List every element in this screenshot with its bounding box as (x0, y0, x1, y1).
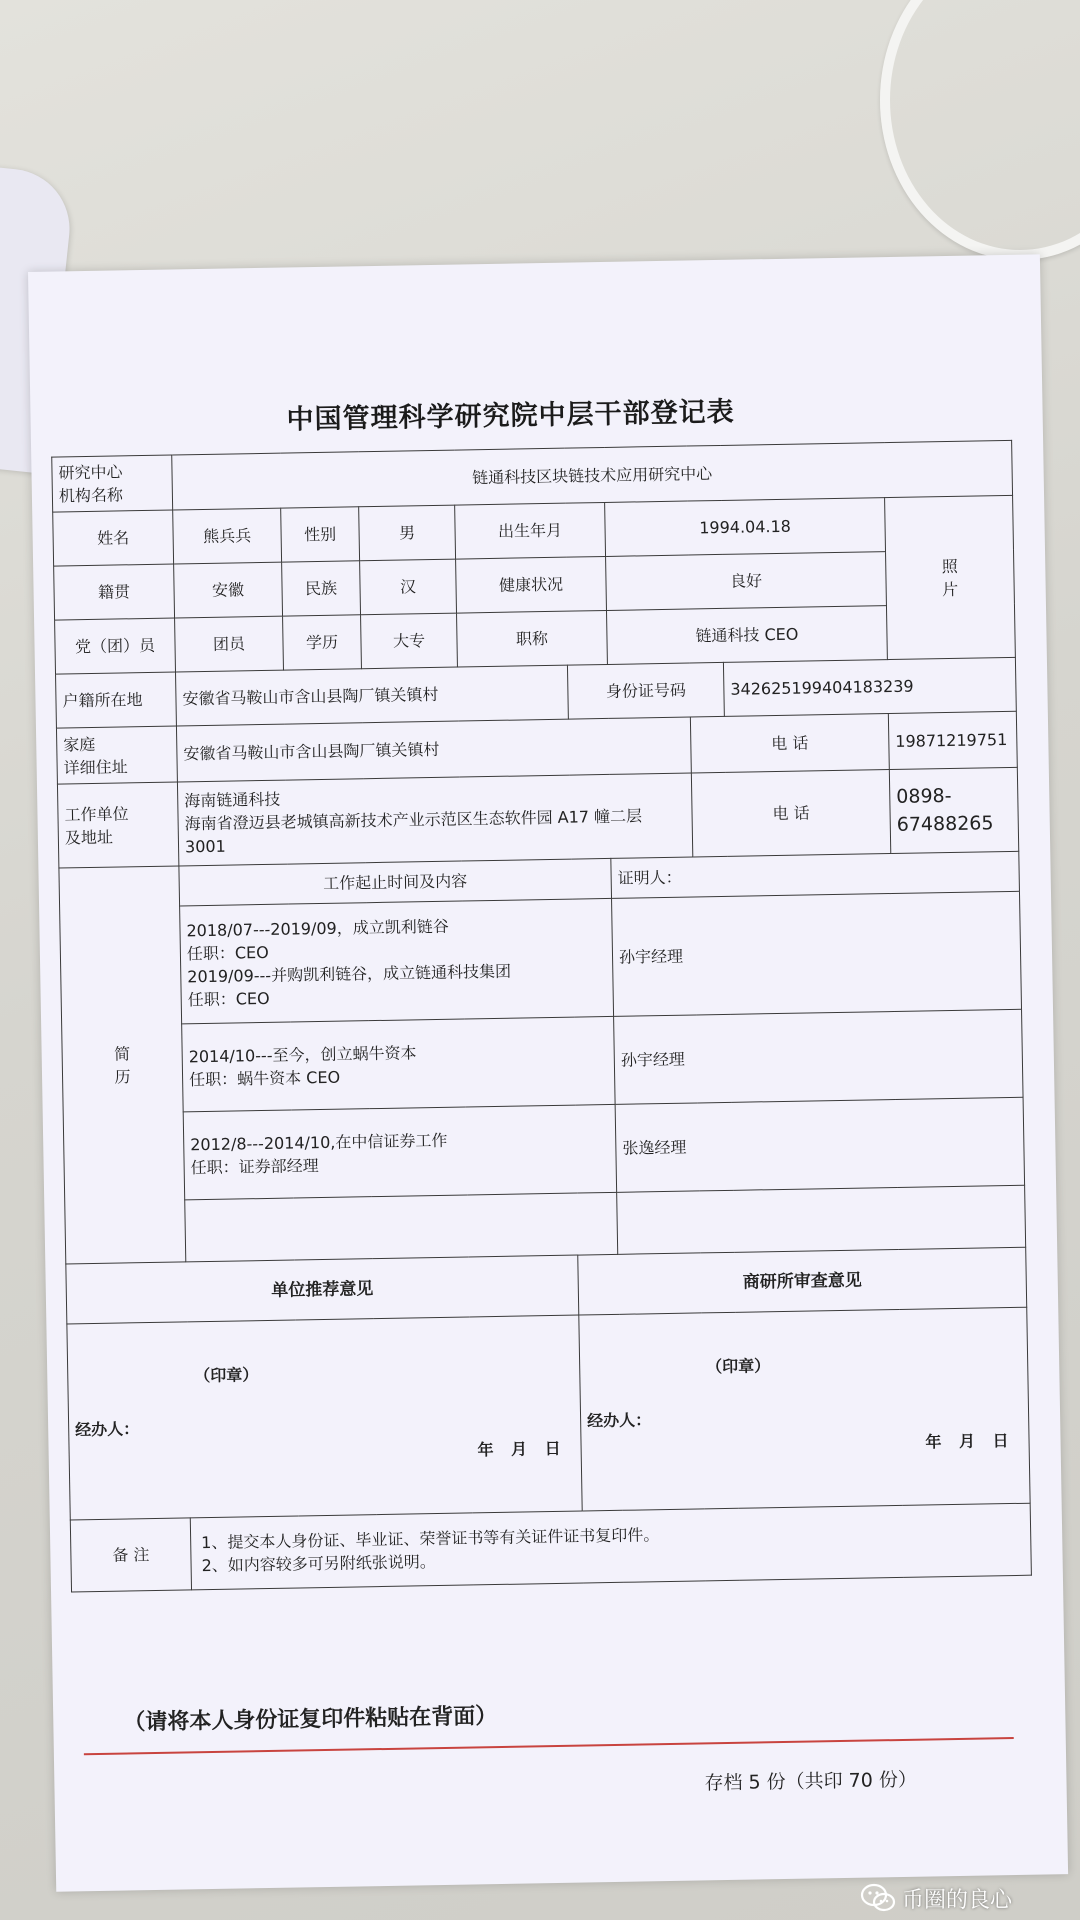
job-title-label: 职称 (457, 611, 608, 668)
health-value: 良好 (606, 552, 887, 611)
work-unit-label: 工作单位 及地址 (57, 782, 178, 868)
job-title-value: 链通科技 CEO (607, 606, 888, 665)
registration-table (51, 440, 1032, 1593)
unit-recommendation-header: 单位推荐意见 (66, 1255, 579, 1324)
native-place-value: 安徽 (174, 562, 283, 618)
id-number-value: 342625199404183239 (723, 658, 1016, 717)
unit-handler: 经办人： (75, 1418, 140, 1439)
red-divider (84, 1737, 1014, 1755)
home-address-value: 安徽省马鞍山市含山县陶厂镇关镇村 (176, 717, 691, 782)
registration-form-page (28, 254, 1068, 1891)
archive-count: 存档 5 份（共印 70 份） (704, 1768, 918, 1795)
resume-entry-content: 2014/10---至今，创立蜗牛资本 任职：蜗牛资本 CEO (182, 1017, 615, 1113)
work-phone-label: 电 话 (691, 770, 890, 857)
resume-entry-content: 2018/07---2019/09，成立凯利链谷 任职：CEO 2019/09---并购凯利链谷，成立链通科技集团 任职：CEO (180, 899, 614, 1025)
home-address-label: 家庭 详细住址 (56, 726, 177, 784)
remarks-content: 1、提交本人身份证、毕业证、荣誉证书等有关证件证书复印件。 2、如内容较多可另附纸张说明。 (190, 1504, 1031, 1591)
resume-entry-content: 2012/8---2014/10,在中信证券工作 任职：证券部经理 (183, 1105, 616, 1201)
review-seal: （印章） (706, 1356, 771, 1377)
institution-value: 链通科技区块链技术应用研究中心 (172, 440, 1013, 510)
unit-recommendation-box (67, 1315, 582, 1520)
birth-label: 出生年月 (455, 503, 606, 560)
opinion-body-row (67, 1308, 1030, 1521)
work-phone-value: 0898-67488265 (889, 768, 1018, 854)
watermark-text: 币圈的良心 (902, 1887, 1013, 1913)
ethnic-value: 汉 (360, 559, 457, 615)
resume-content-header: 工作起止时间及内容 (179, 859, 612, 907)
review-opinion-header: 商研所审查意见 (578, 1248, 1027, 1316)
education-value: 大专 (361, 613, 458, 669)
resume-entry-witness: 孙宇经理 (614, 1010, 1024, 1105)
resume-entry-witness: 孙宇经理 (612, 892, 1022, 1017)
hukou-label: 户籍所在地 (56, 672, 177, 728)
wechat-icon (860, 1883, 896, 1913)
photo-box: 照 片 (885, 496, 1016, 660)
resume-label: 简 历 (59, 866, 186, 1264)
birth-value: 1994.04.18 (605, 498, 886, 557)
resume-entry (62, 1010, 1023, 1115)
resume-entry (63, 1098, 1024, 1203)
ethnic-label: 民族 (282, 561, 361, 616)
education-label: 学历 (283, 615, 362, 670)
hukou-value: 安徽省马鞍山市含山县陶厂镇关镇村 (176, 666, 569, 727)
resume-entry-witness: 张逸经理 (615, 1098, 1025, 1193)
resume-entry-content-empty (185, 1193, 618, 1263)
party-value: 团员 (175, 616, 284, 672)
health-label: 健康状况 (456, 557, 607, 614)
resume-witness-header: 证明人： (611, 852, 1020, 899)
native-place-label: 籍贯 (54, 564, 175, 620)
id-number-label: 身份证号码 (567, 663, 724, 720)
gender-label: 性别 (281, 507, 360, 562)
work-unit-value: 海南链通科技 海南省澄迈县老城镇高新技术产业示范区生态软件园 A17 幢二层 3001 (177, 773, 692, 866)
review-opinion-box (579, 1308, 1030, 1512)
unit-date: 年 月 日 (477, 1438, 567, 1460)
remarks-row (70, 1504, 1031, 1593)
review-date: 年 月 日 (925, 1430, 1015, 1452)
institution-label: 研究中心 机构名称 (52, 455, 173, 512)
review-handler: 经办人： (586, 1409, 652, 1430)
resume-entry (60, 892, 1022, 1027)
home-phone-label: 电 话 (690, 714, 889, 773)
watermark (860, 1880, 1012, 1916)
home-phone-value: 19871219751 (888, 712, 1017, 770)
resume-entry-witness-empty (617, 1186, 1026, 1255)
remarks-label: 备 注 (70, 1518, 191, 1592)
form-title: 中国管理科学研究院中层干部登记表 (286, 396, 735, 436)
gender-value: 男 (359, 505, 456, 561)
name-value: 熊兵兵 (173, 509, 282, 565)
party-label: 党（团）员 (55, 618, 176, 674)
name-label: 姓名 (53, 510, 174, 566)
unit-seal: （印章） (194, 1365, 259, 1386)
paste-id-note: （请将本人身份证复印件粘贴在背面） (123, 1704, 498, 1736)
